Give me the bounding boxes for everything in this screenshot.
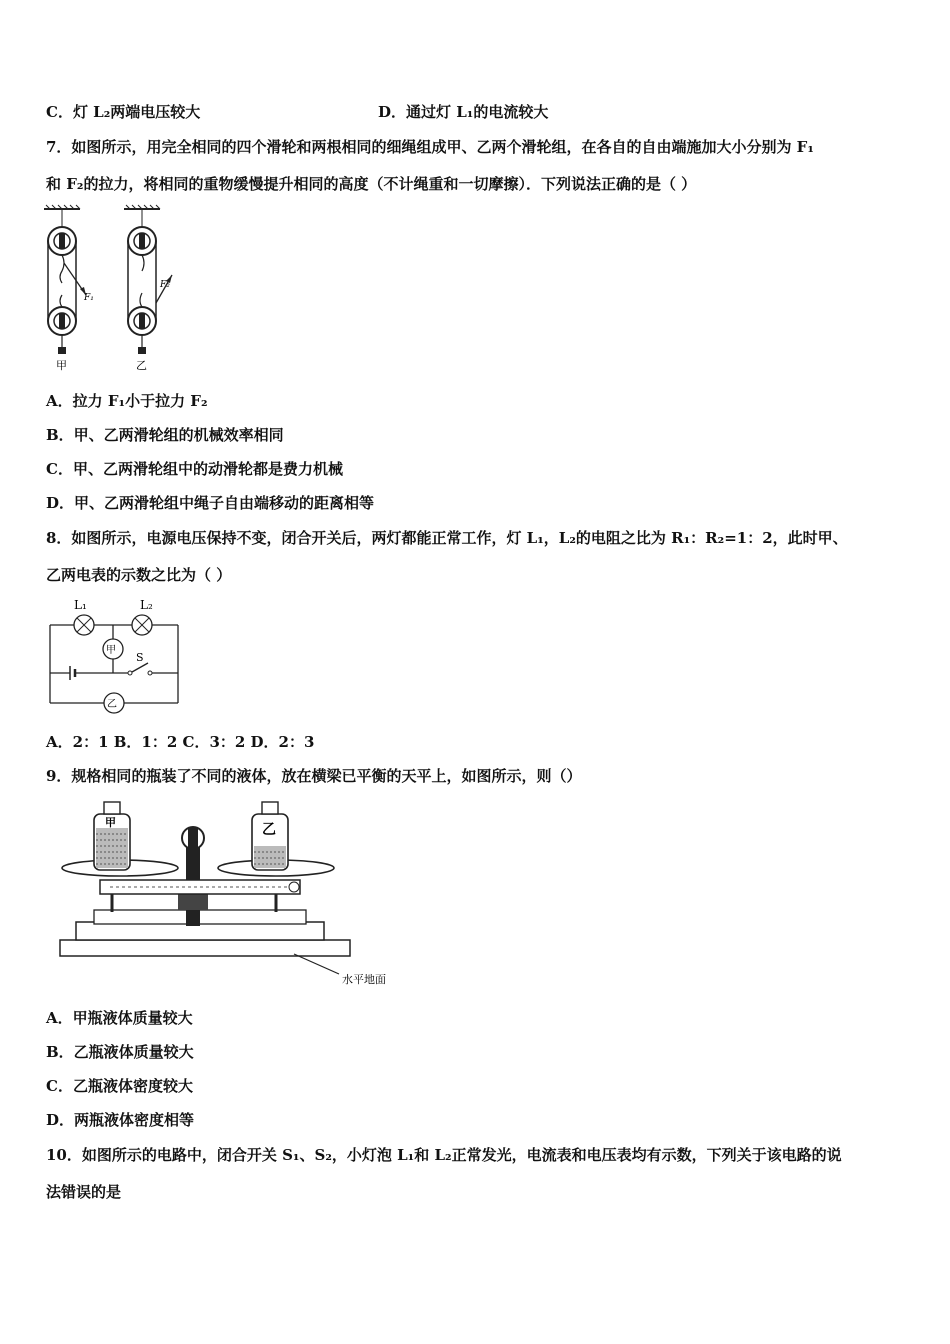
q9-option-a: A．甲瓶液体质量较大 — [46, 1009, 193, 1027]
q7-option-b: B．甲、乙两滑轮组的机械效率相同 — [46, 426, 284, 444]
label-l2: L₂ — [140, 598, 153, 612]
label-bottle-jia: 甲 — [105, 816, 116, 829]
q10-stem-line1: 10．如图所示的电路中，闭合开关 S₁、S₂，小灯泡 L₁和 L₂正常发光，电流表和电压表均有示数，下列关于该电路的说 — [46, 1146, 842, 1164]
label-l1: L₁ — [74, 598, 87, 612]
force-label-left: F₁ — [84, 293, 94, 303]
label-switch: S — [136, 651, 144, 664]
q7-option-d: D．甲、乙两滑轮组中绳子自由端移动的距离相等 — [46, 494, 375, 512]
q6-option-d: D．通过灯 L₁的电流较大 — [378, 103, 549, 121]
q9-option-b: B．乙瓶液体质量较大 — [46, 1043, 194, 1061]
q8-stem-line1: 8．如图所示，电源电压保持不变，闭合开关后，两灯都能正常工作，灯 L₁，L₂的电阻之比为 R₁：R₂=1：2，此时甲、 — [46, 529, 848, 547]
q9-stem: 9．规格相同的瓶装了不同的液体，放在横梁已平衡的天平上，如图所示，则（） — [46, 767, 582, 785]
circuit-figure — [44, 595, 184, 720]
q7-option-a: A．拉力 F₁小于拉力 F₂ — [46, 392, 208, 410]
q8-stem-line2: 乙两电表的示数之比为（ ） — [46, 566, 232, 584]
label-ground: 水平地面 — [342, 973, 386, 986]
q7-stem-line2: 和 F₂的拉力，将相同的重物缓慢提升相同的高度（不计绳重和一切摩擦）．下列说法正确的是（ ） — [46, 175, 697, 193]
balance-figure — [54, 798, 404, 993]
label-yi: 乙 — [136, 359, 147, 372]
q7-option-c: C．甲、乙两滑轮组中的动滑轮都是费力机械 — [46, 460, 343, 478]
label-bottle-yi: 乙 — [262, 822, 276, 838]
force-label-right: F₂ — [160, 280, 170, 290]
q9-option-d: D．两瓶液体密度相等 — [46, 1111, 195, 1129]
label-meter-jia: 甲 — [106, 645, 116, 656]
pulley-figure — [40, 203, 180, 373]
q7-stem-line1: 7．如图所示，用完全相同的四个滑轮和两根相同的细绳组成甲、乙两个滑轮组，在各自的自由端施加大小分别为 F₁ — [46, 138, 814, 156]
label-jia: 甲 — [56, 359, 67, 372]
q8-options: A．2：1 B．1：2 C．3：2 D．2：3 — [46, 733, 315, 751]
q6-option-c: C．灯 L₂两端电压较大 — [46, 103, 201, 121]
label-meter-yi: 乙 — [107, 699, 117, 710]
q10-stem-line2: 法错误的是 — [46, 1183, 122, 1201]
q9-option-c: C．乙瓶液体密度较大 — [46, 1077, 193, 1095]
